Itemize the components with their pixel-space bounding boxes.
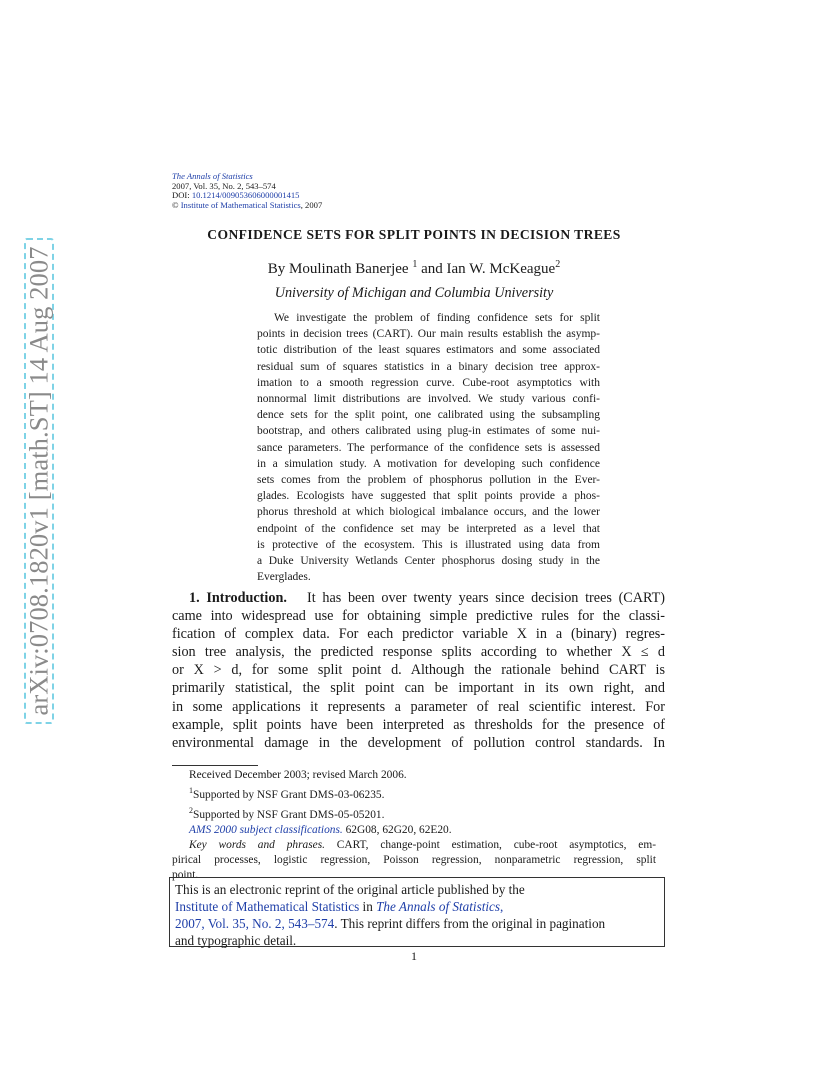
- journal-header: [172, 172, 322, 210]
- abstract-line: nonnormal limit distributions are involved. We study various confi-: [257, 393, 600, 406]
- abstract-line: a Duke University Wetlands Center phosphorus dosing study in the: [257, 555, 600, 568]
- copyright-year: , 2007: [300, 199, 323, 210]
- abstract-line: dence sets for the split point, one calibrated using the subsampling: [257, 409, 600, 422]
- ams-classification: [172, 823, 656, 838]
- abstract-line: imation to a smooth regression curve. Cube-root asymptotics with: [257, 376, 600, 389]
- copyright-icon: ©: [172, 199, 179, 210]
- introduction-section: [172, 589, 665, 752]
- author-names-1: By Moulinath Banerjee: [267, 261, 409, 277]
- intro-line: in some applications it represents a parameter of real scientific interest. For: [172, 698, 665, 715]
- footnote-mark-2[interactable]: 2: [555, 259, 561, 270]
- doi-link[interactable]: 10.1214/009053606000001415: [191, 190, 300, 201]
- intro-line: sion tree analysis, the predicted response splits according to whether X ≤ d: [172, 644, 665, 661]
- abstract-line: glades. Ecologists have suggested that split points provide a phos-: [257, 490, 600, 503]
- keywords-line: point.: [172, 869, 199, 882]
- footnote-mark: 1: [189, 786, 193, 796]
- journal-link[interactable]: The Annals of Statistics: [376, 899, 501, 914]
- abstract-line: sets comes from the problem of phosphorus pollution in the Ever-: [257, 474, 600, 487]
- affiliation: University of Michigan and Columbia University: [274, 285, 554, 301]
- footnote-mark-1[interactable]: 1: [412, 259, 418, 270]
- received-note: Received December 2003; revised March 2006.: [189, 769, 407, 781]
- keywords-line: [172, 838, 656, 853]
- ams-codes: 62G08, 62G20, 62E20.: [342, 823, 452, 836]
- intro-line: environmental damage in the development of pollution control standards. In: [172, 734, 665, 751]
- abstract-line: is protective of the ecosystem. This is illustrated using data from: [257, 538, 600, 551]
- intro-line: fication of complex data. For each predictor variable X in a (binary) regres-: [172, 626, 665, 643]
- abstract-line: totic distribution of the least squares estimators and some associated: [257, 344, 600, 357]
- support-text: Supported by NSF Grant DMS-03-06235.: [193, 788, 385, 801]
- support-text: Supported by NSF Grant DMS-05-05201.: [193, 808, 385, 821]
- reprint-line: [175, 898, 659, 915]
- author-names-2: and Ian W. McKeague: [417, 261, 556, 277]
- reprint-in: in: [359, 899, 377, 914]
- footnotes: [172, 768, 656, 883]
- abstract-line: phorus threshold at which biological imbalance occurs, and the lower: [257, 506, 600, 519]
- abstract-line: residual sum of squares statistics in a binary decision tree approx-: [257, 360, 600, 373]
- abstract-line: in a simulation study. A motivation for developing such confidence: [257, 457, 600, 470]
- citation-link[interactable]: 2007, Vol. 35, No. 2, 543–574: [175, 916, 335, 931]
- section-heading: 1. Introduction.: [189, 590, 287, 606]
- intro-text: It has been over twenty years since decision trees (CART): [306, 590, 666, 606]
- reprint-line: and typographic detail.: [175, 933, 297, 948]
- page-number: 1: [411, 949, 417, 963]
- reprint-line: This is an electronic reprint of the original article published by the: [175, 882, 525, 897]
- intro-line: came into widespread use for obtaining simple predictive rules for the classi-: [172, 608, 665, 625]
- support-note-2: [172, 803, 656, 823]
- arxiv-stamp[interactable]: [20, 238, 60, 724]
- publisher-link[interactable]: Institute of Mathematical Statistics: [175, 899, 360, 914]
- keywords-label: Key words and phrases.: [189, 838, 325, 851]
- abstract: [257, 310, 600, 585]
- keywords-text: CART, change-point estimation, cube-root asymptotics, em-: [324, 838, 656, 851]
- abstract-line: Everglades.: [257, 571, 311, 584]
- journal-name-link[interactable]: The Annals of Statistics: [172, 171, 253, 181]
- reprint-text: . This reprint differs from the original in pagination: [334, 916, 606, 931]
- reprint-line: [175, 915, 659, 932]
- ams-classification-link[interactable]: AMS 2000 subject classifications.: [189, 823, 343, 836]
- intro-line: or X > d, for some split point d. Although the rationale behind CART is: [172, 662, 665, 679]
- abstract-line: endpoint of the confidence set may be interpreted as a level that: [257, 522, 600, 535]
- intro-line: example, split points have been interpreted as thresholds for the presence of: [172, 716, 665, 733]
- footnote-divider: [172, 765, 258, 766]
- abstract-line: points in decision trees (CART). Our main results establish the asymp-: [257, 328, 600, 341]
- reprint-notice: [169, 877, 665, 947]
- intro-first-line: [172, 589, 665, 607]
- abstract-line: sance parameters. The performance of the confidence sets is assessed: [257, 441, 600, 454]
- copyright-line: [172, 201, 322, 211]
- copyright-holder-link[interactable]: Institute of Mathematical Statistics: [180, 199, 301, 210]
- intro-line: primarily statistical, the split point can be important in its own right, and: [172, 680, 665, 697]
- abstract-line: We investigate the problem of finding confidence sets for split: [274, 312, 600, 324]
- reprint-comma: ,: [500, 899, 504, 914]
- support-note-1: [172, 783, 656, 803]
- paper-title: CONFIDENCE SETS FOR SPLIT POINTS IN DECISION TREES: [207, 227, 621, 242]
- abstract-line: bootstrap, and others calibrated using plug-in estimates of some nui-: [257, 425, 600, 438]
- footnote-mark: 2: [189, 805, 193, 815]
- keywords-line: pirical processes, logistic regression, Poisson regression, nonparametric regression, split: [172, 854, 656, 867]
- doi-prefix: DOI:: [172, 190, 192, 201]
- author-line: [0, 259, 828, 278]
- arxiv-stamp-text: arXiv:0708.1820v1 [math.ST] 14 Aug 2007: [23, 246, 54, 716]
- journal-volume: 2007, Vol. 35, No. 2, 543–574: [172, 180, 276, 191]
